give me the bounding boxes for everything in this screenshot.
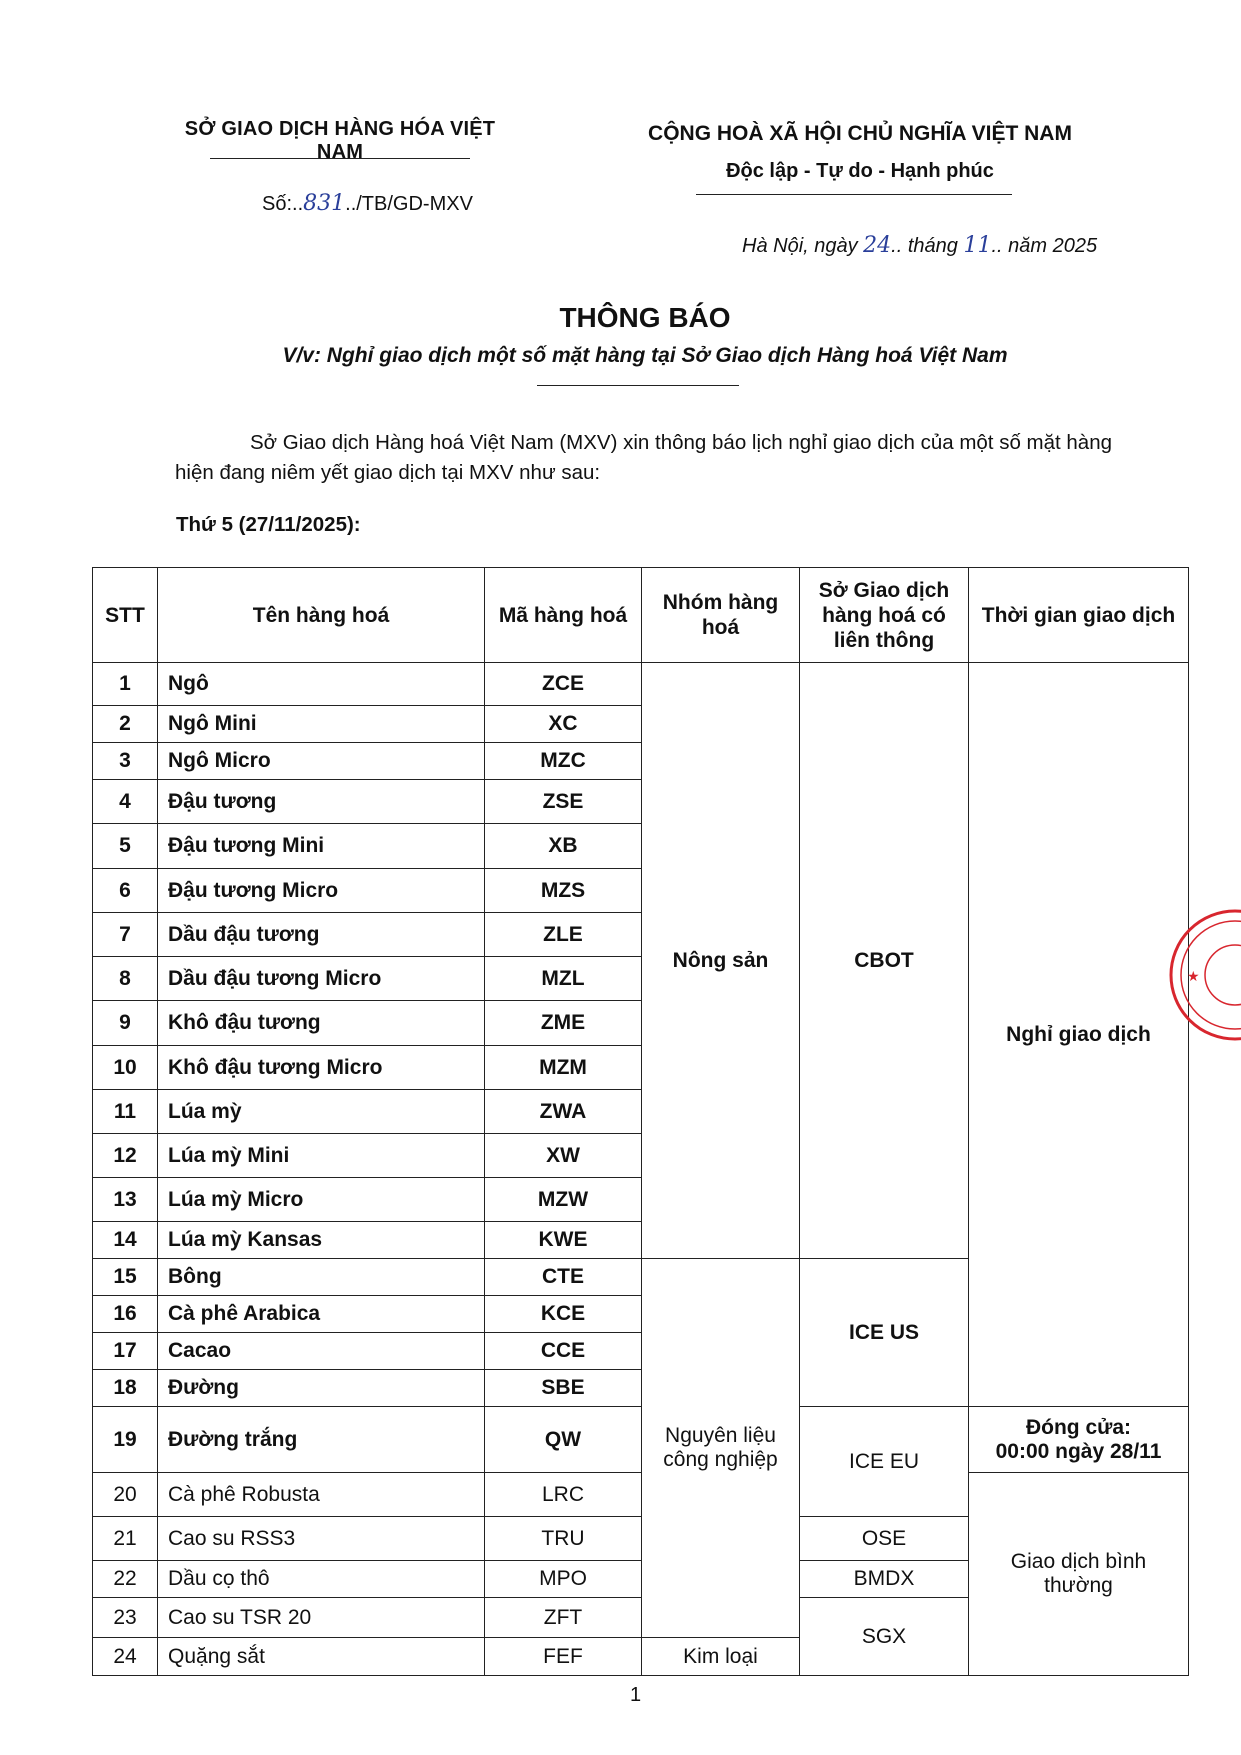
time-cell-normal: Giao dịch bình thường [969, 1473, 1189, 1676]
row-code: CCE [485, 1333, 642, 1370]
row-code: FEF [485, 1638, 642, 1676]
row-name: Cao su RSS3 [158, 1517, 485, 1561]
row-code: MPO [485, 1561, 642, 1598]
row-stt: 19 [93, 1407, 158, 1473]
row-stt: 6 [93, 869, 158, 913]
schedule-day-label: Thứ 5 (27/11/2025): [176, 513, 361, 536]
group-cell-agri: Nông sản [642, 663, 800, 1259]
row-stt: 3 [93, 743, 158, 780]
row-name: Đường trắng [158, 1407, 485, 1473]
row-code: ZCE [485, 663, 642, 706]
country-name: CỘNG HOÀ XÃ HỘI CHỦ NGHĨA VIỆT NAM [648, 122, 1072, 145]
exchange-cell-ice-eu: ICE EU [800, 1407, 969, 1517]
row-stt: 1 [93, 663, 158, 706]
trading-schedule-table [92, 567, 1189, 1676]
date-text: .. năm 2025 [991, 235, 1098, 257]
header-exchange: Sở Giao dịch hàng hoá có liên thông [800, 568, 969, 663]
row-stt: 18 [93, 1370, 158, 1407]
document-title: THÔNG BÁO [559, 302, 731, 333]
place-and-date [742, 233, 1097, 258]
header-group: Nhóm hàng hoá [642, 568, 800, 663]
row-name: Cà phê Arabica [158, 1296, 485, 1333]
company-seal-stamp [1165, 905, 1241, 1045]
row-code: MZM [485, 1046, 642, 1090]
header-time: Thời gian giao dịch [969, 568, 1189, 663]
group-cell-industrial: Nguyên liệu công nghiệp [642, 1259, 800, 1638]
row-code: MZW [485, 1178, 642, 1222]
row-name: Dầu đậu tương [158, 913, 485, 957]
row-code: ZFT [485, 1598, 642, 1638]
row-name: Ngô Micro [158, 743, 485, 780]
row-stt: 14 [93, 1222, 158, 1259]
row-stt: 7 [93, 913, 158, 957]
time-cell-closed: Nghỉ giao dịch [969, 663, 1189, 1407]
group-cell-metal: Kim loại [642, 1638, 800, 1676]
row-name: Lúa mỳ Kansas [158, 1222, 485, 1259]
row-name: Khô đậu tương Micro [158, 1046, 485, 1090]
row-stt: 15 [93, 1259, 158, 1296]
row-stt: 8 [93, 957, 158, 1001]
document-number [262, 191, 473, 216]
intro-text: Sở Giao dịch Hàng hoá Việt Nam (MXV) xin thông báo lịch nghỉ giao dịch của một số mặt hàng hiện đang niêm yết giao dịch tại MXV như sau: [175, 431, 1113, 484]
row-name: Cà phê Robusta [158, 1473, 485, 1517]
row-code: CTE [485, 1259, 642, 1296]
row-name: Dầu đậu tương Micro [158, 957, 485, 1001]
row-code: ZSE [485, 780, 642, 824]
row-name: Đường [158, 1370, 485, 1407]
row-code: KWE [485, 1222, 642, 1259]
row-name: Lúa mỳ Micro [158, 1178, 485, 1222]
row-stt: 16 [93, 1296, 158, 1333]
divider [537, 385, 739, 386]
row-stt: 12 [93, 1134, 158, 1178]
row-stt: 4 [93, 780, 158, 824]
row-stt: 24 [93, 1638, 158, 1676]
row-stt: 11 [93, 1090, 158, 1134]
row-name: Quặng sắt [158, 1638, 485, 1676]
row-stt: 13 [93, 1178, 158, 1222]
row-code: ZLE [485, 913, 642, 957]
intro-paragraph [175, 428, 1115, 488]
row-code: ZWA [485, 1090, 642, 1134]
exchange-cell-sgx: SGX [800, 1598, 969, 1676]
header-code: Mã hàng hoá [485, 568, 642, 663]
day-handwritten: 24 [863, 233, 892, 258]
exchange-cell-cbot: CBOT [800, 663, 969, 1259]
row-stt: 17 [93, 1333, 158, 1370]
date-text: Hà Nội, ngày [742, 235, 864, 257]
row-stt: 10 [93, 1046, 158, 1090]
doc-number-suffix: ../TB/GD-MXV [345, 193, 473, 215]
close-at-value: 00:00 ngày 28/11 [995, 1439, 1162, 1463]
row-name: Đậu tương Mini [158, 824, 485, 869]
row-code: MZS [485, 869, 642, 913]
month-handwritten: 11 [963, 233, 992, 258]
row-stt: 23 [93, 1598, 158, 1638]
row-name: Khô đậu tương [158, 1001, 485, 1046]
row-name: Ngô [158, 663, 485, 706]
table-row [93, 1473, 1189, 1517]
row-stt: 22 [93, 1561, 158, 1598]
row-code: MZC [485, 743, 642, 780]
exchange-cell-ose: OSE [800, 1517, 969, 1561]
time-cell-close-at [969, 1407, 1189, 1473]
exchange-cell-bmdx: BMDX [800, 1561, 969, 1598]
national-motto: Độc lập - Tự do - Hạnh phúc [726, 160, 994, 182]
row-code: XB [485, 824, 642, 869]
divider [696, 194, 1012, 195]
row-code: XW [485, 1134, 642, 1178]
row-name: Cao su TSR 20 [158, 1598, 485, 1638]
close-at-label: Đóng cửa: [1025, 1415, 1132, 1439]
row-code: LRC [485, 1473, 642, 1517]
row-stt: 2 [93, 706, 158, 743]
divider [210, 158, 470, 159]
doc-number-prefix: Số:.. [262, 193, 304, 215]
row-code: KCE [485, 1296, 642, 1333]
header-stt: STT [93, 568, 158, 663]
date-text: .. tháng [891, 235, 964, 257]
issuing-organization: SỞ GIAO DỊCH HÀNG HÓA VIỆT NAM [184, 118, 496, 163]
row-name: Cacao [158, 1333, 485, 1370]
row-stt: 9 [93, 1001, 158, 1046]
row-code: TRU [485, 1517, 642, 1561]
row-code: ZME [485, 1001, 642, 1046]
table-row [93, 663, 1189, 706]
table-header-row [93, 568, 1189, 663]
row-name: Lúa mỳ Mini [158, 1134, 485, 1178]
svg-text:★: ★ [1187, 969, 1200, 985]
row-stt: 5 [93, 824, 158, 869]
row-name: Dầu cọ thô [158, 1561, 485, 1598]
row-name: Bông [158, 1259, 485, 1296]
row-stt: 20 [93, 1473, 158, 1517]
row-code: SBE [485, 1370, 642, 1407]
row-name: Ngô Mini [158, 706, 485, 743]
row-name: Lúa mỳ [158, 1090, 485, 1134]
row-code: XC [485, 706, 642, 743]
doc-number-handwritten: 831 [303, 191, 346, 216]
row-code: QW [485, 1407, 642, 1473]
row-code: MZL [485, 957, 642, 1001]
exchange-cell-ice-us: ICE US [800, 1259, 969, 1407]
document-subject: V/v: Nghỉ giao dịch một số mặt hàng tại Sở Giao dịch Hàng hoá Việt Nam [282, 344, 1008, 367]
table-row [93, 1407, 1189, 1473]
row-name: Đậu tương Micro [158, 869, 485, 913]
row-stt: 21 [93, 1517, 158, 1561]
page-number: 1 [630, 1684, 642, 1706]
header-name: Tên hàng hoá [158, 568, 485, 663]
row-name: Đậu tương [158, 780, 485, 824]
